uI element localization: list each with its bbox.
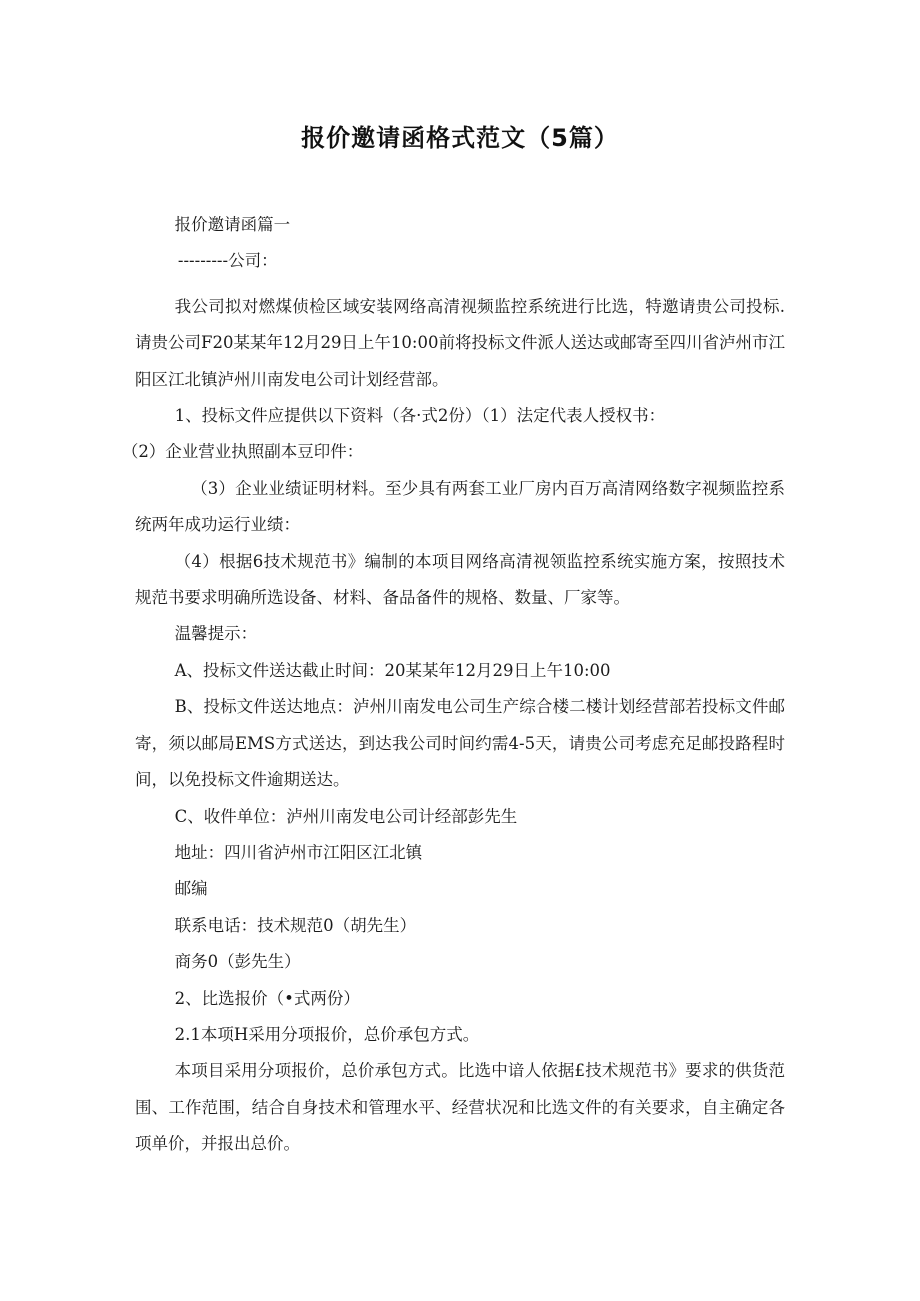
paragraph-reminder-b: B、投标文件送达地点：泸州川南发电公司生产综合楼二楼计划经营部若投标文件邮寄，须以邮局EMS方式送达，到达我公司时间约需4-5天，请贵公司考虑充足邮投路程时间，以免投标文件逾期送达。 xyxy=(135,697,785,790)
section-heading: 报价邀请函篇一 xyxy=(174,215,291,234)
paragraph-address: 地址：四川省泸州市江阳区江北镇 xyxy=(174,842,423,862)
salutation: ---------公司： xyxy=(177,251,278,271)
paragraph-business-contact: 商务0（彭先生） xyxy=(174,952,301,972)
paragraph-quote-method: 2.1本项H采用分项报价，总价承包方式。 xyxy=(174,1024,480,1044)
paragraph-gap xyxy=(135,280,785,289)
paragraph-item-3: （3）企业业绩证明材料。至少具有两套工业厂房内百万高清网络数字视频监控系统两年成功运行业绩： xyxy=(135,478,785,535)
paragraph-reminder-c: C、收件单位：泸州川南发电公司计经部彭先生 xyxy=(174,806,518,826)
paragraph-item-4: （4）根据6技术规范书》编制的本项目网络高清视领监控系统实施方案，按照技术规范书要求明确所选设备、材料、备品备件的规格、数量、厂家等。 xyxy=(135,551,785,608)
document-title: 报价邀请函格式范文（5篇） xyxy=(301,124,619,152)
paragraph-reminder-heading: 温馨提示： xyxy=(174,624,258,644)
paragraph-postcode: 邮编 xyxy=(174,879,208,899)
paragraph-item-1: 1、投标文件应提供以下资料（各·式2份）（1）法定代表人授权书： xyxy=(174,406,666,426)
paragraph-reminder-a: A、投标文件送达截止时间：20某某年12月29日上午10:00 xyxy=(174,660,611,680)
paragraph-quote-heading: 2、比选报价（•式两份） xyxy=(174,988,360,1008)
paragraph-quote-detail: 本项目采用分项报价，总价承包方式。比选中谙人依据£技术规范书》要求的供货范围、工作范围，结合自身技术和管理水平、经营状况和比选文件的有关要求，自主确定各项单价，并报出总价。 xyxy=(135,1061,785,1154)
paragraph-invitation: 我公司拟对燃煤侦检区域安装网络高清视频监控系统进行比选，特邀请贵公司投标.请贵公司F20某某年12月29日上午10:00前将投标文件派人送达或邮寄至四川省泸州市江阳区江北镇泸州川南发电公司计划经营部。 xyxy=(135,296,785,389)
paragraph-item-2: （2）企业营业执照副本豆印件： xyxy=(121,442,364,462)
paragraph-phone: 联系电话：技术规范0（胡先生） xyxy=(174,915,417,935)
document-body xyxy=(121,207,785,1163)
